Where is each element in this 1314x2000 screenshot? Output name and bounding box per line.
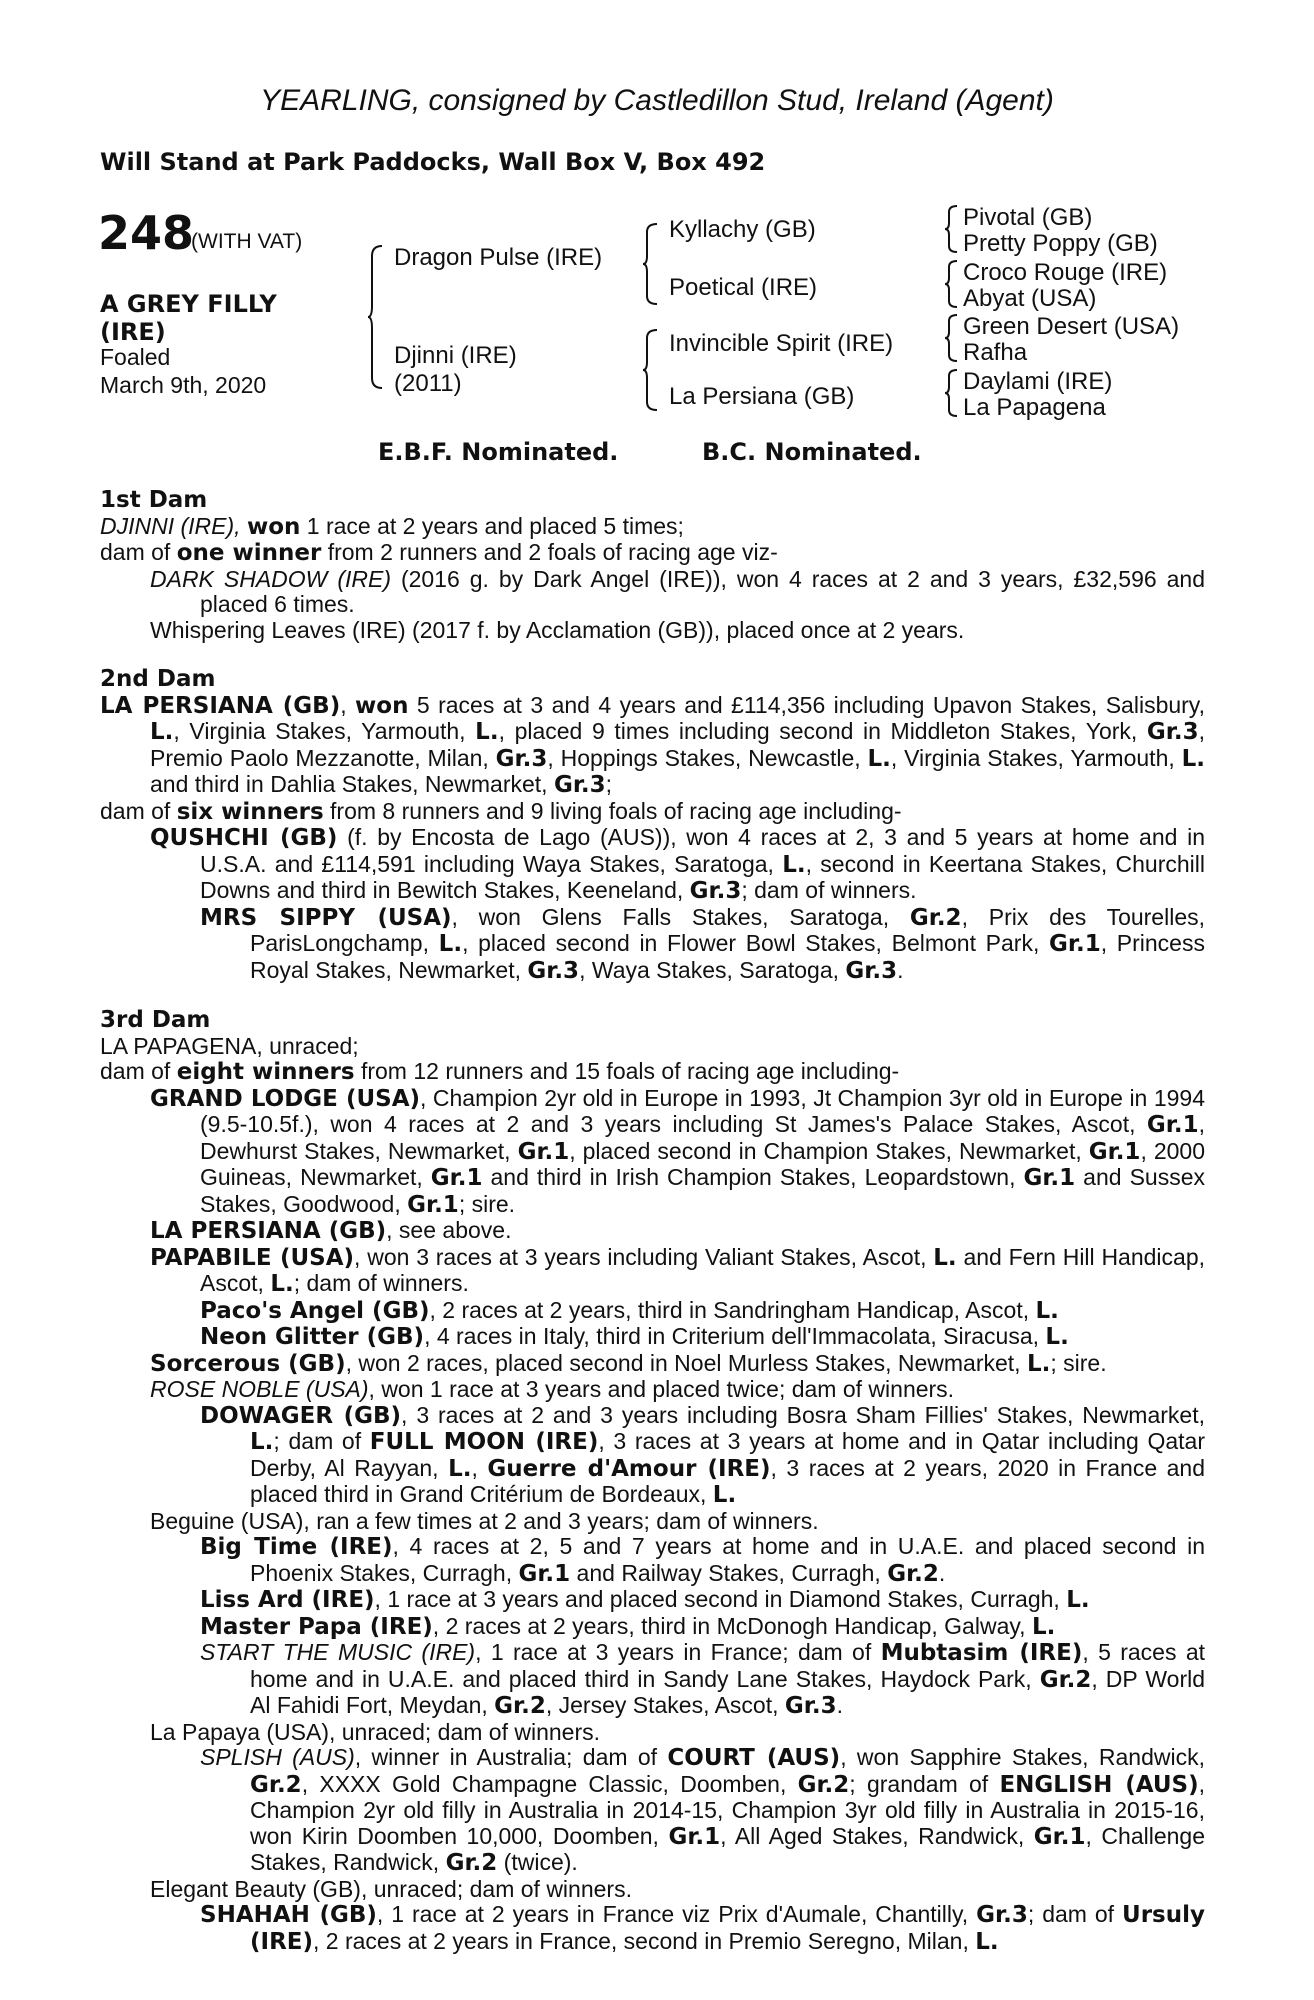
- bold-text: L.: [1045, 1324, 1069, 1350]
- text-segment: , Virginia Stakes, Yarmouth,: [890, 744, 1182, 771]
- bold-text: Gr.2: [797, 1771, 850, 1798]
- bold-text: L.: [1181, 745, 1205, 772]
- first-dam-foal-2: Whispering Leaves (IRE) (2017 f. by Acclamation (GB)), placed once at 2 years.: [150, 616, 965, 643]
- text-segment: from 12 runners and 15 foals of racing age including-: [354, 1058, 900, 1084]
- text-segment: , 3 races at 2 years, 2020 in France and placed third in Grand Critérium de Bordeaux,: [250, 1454, 1206, 1507]
- text-segment: , 2 races at 2 years, third in Sandringham Handicap, Ascot,: [429, 1296, 1036, 1323]
- text-segment: , won Sapphire Stakes, Randwick,: [840, 1744, 1205, 1770]
- bold-text: L.: [438, 931, 463, 957]
- bold-text: DOWAGER (GB): [200, 1402, 402, 1429]
- bold-text: L.: [933, 1244, 957, 1271]
- bold-text: Paco's Angel (GB): [200, 1297, 430, 1324]
- bold-text: L.: [782, 851, 806, 878]
- entry-grand-lodge: [100, 1086, 1205, 1219]
- second-dam-dam-of: [100, 799, 1205, 826]
- bold-text: six winners: [176, 798, 324, 825]
- bold-text: Gr.2: [909, 904, 962, 931]
- text-segment: , Hoppings Stakes, Newcastle,: [547, 744, 868, 771]
- bold-text: won: [355, 692, 409, 719]
- bold-text: LA PERSIANA (GB): [150, 1218, 387, 1244]
- bold-text: Gr.2: [250, 1771, 302, 1798]
- pedigree-g4: Abyat (USA): [963, 285, 1097, 312]
- dam-of-label: dam of: [100, 539, 177, 565]
- entry-neon-glitter: [100, 1324, 1205, 1351]
- first-dam-record: 1 race at 2 years and placed 5 times;: [300, 512, 684, 539]
- text-segment: ; dam of winners.: [741, 877, 917, 903]
- text-segment: and Sussex Stakes, Goodwood,: [200, 1164, 1205, 1217]
- bold-text: L.: [270, 1271, 294, 1297]
- text-segment: ,: [471, 1454, 488, 1481]
- pedigree-brace-g3: [945, 313, 959, 363]
- bold-text: Gr.2: [887, 1560, 939, 1587]
- bold-text: Mubtasim (IRE): [880, 1640, 1083, 1666]
- bold-text: L.: [475, 719, 499, 745]
- italic-text: ROSE NOBLE (USA): [150, 1376, 369, 1402]
- second-dam-main: [100, 693, 1205, 799]
- vat-label: (WITH VAT): [191, 230, 303, 253]
- bold-text: L.: [1066, 1587, 1090, 1613]
- text-segment: , 4 races in Italy, third in Criterium dell'Immacolata, Siracusa,: [424, 1323, 1046, 1349]
- bold-text: eight winners: [176, 1059, 355, 1085]
- bold-text: COURT (AUS): [667, 1745, 841, 1771]
- text-segment: , placed 9 times including second in Middleton Stakes, York,: [498, 718, 1147, 744]
- text-segment: , won 1 race at 3 years and placed twice; dam of winners.: [368, 1376, 955, 1402]
- text-segment: from 8 runners and 9 living foals of racing age including-: [323, 797, 902, 824]
- first-dam-line2: [100, 540, 1205, 567]
- bold-text: FULL MOON (IRE): [369, 1429, 599, 1455]
- bold-text: Gr.1: [1049, 931, 1101, 957]
- bold-text: Gr.1: [517, 1138, 570, 1165]
- bold-text: Gr.2: [445, 1850, 498, 1876]
- bold-text: L.: [1035, 1297, 1059, 1324]
- entry-rose-noble: [100, 1377, 1205, 1403]
- text-segment: , Challenge Stakes, Randwick,: [250, 1822, 1205, 1875]
- bold-text: L.: [1026, 1350, 1051, 1377]
- bold-text: L.: [448, 1455, 472, 1482]
- text-segment: (f. by Encosta de Lago (AUS)), won 4 races at 2, 3 and 5 years at home and in U.S.A. and £114,591 including Waya Stakes, Saratoga,: [200, 824, 1205, 877]
- pedigree-sire-sire: Kyllachy (GB): [669, 216, 816, 243]
- text-segment: , see above.: [386, 1217, 512, 1243]
- text-segment: .: [836, 1692, 843, 1718]
- pedigree-sire-dam: Poetical (IRE): [669, 274, 818, 301]
- runners-text: from 2 runners and 2 foals of racing age viz-: [321, 539, 778, 565]
- text-segment: , won Glens Falls Stakes, Saratoga,: [451, 903, 910, 930]
- text-segment: and Railway Stakes, Curragh,: [570, 1559, 888, 1586]
- entry-mrs-sippy: [100, 905, 1205, 985]
- bold-text: Gr.1: [1088, 1138, 1141, 1165]
- text-segment: ; grandam of: [849, 1770, 1000, 1797]
- text-segment: ; sire.: [1050, 1349, 1107, 1376]
- entry-elegant-beauty: Elegant Beauty (GB), unraced; dam of winners.: [150, 1875, 632, 1902]
- text-segment: , XXXX Gold Champagne Classic, Doomben,: [301, 1770, 798, 1797]
- pedigree-g5: Green Desert (USA): [963, 313, 1180, 340]
- entry-start-the-music: [100, 1640, 1205, 1720]
- bold-text: QUSHCHI (GB): [150, 825, 338, 851]
- first-dam-foal-1: [100, 567, 1205, 618]
- text-segment: ; dam of: [1027, 1901, 1123, 1927]
- foaled-date: March 9th, 2020: [100, 372, 267, 398]
- text-segment: , Champion 2yr old filly in Australia in 2014-15, Champion 3yr old filly in Australia in 2015-16, won Kirin Doomben 10,000, Doomben,: [250, 1770, 1205, 1849]
- text-segment: , 1 race at 3 years in France; dam of: [475, 1639, 881, 1665]
- bold-text: Gr.1: [407, 1191, 459, 1218]
- text-segment: (twice).: [497, 1849, 578, 1875]
- bold-text: Gr.3: [553, 772, 606, 798]
- text-segment: , 5 races at home and in U.A.E. and placed third in Sandy Lane Stakes, Haydock Park,: [250, 1639, 1206, 1692]
- entry-pacos-angel: [100, 1298, 1205, 1325]
- bold-text: Gr.3: [527, 957, 580, 984]
- bold-text: L.: [867, 745, 891, 772]
- text-segment: , 3 races at 2 and 3 years including Bosra Sham Fillies' Stakes, Newmarket,: [401, 1401, 1205, 1428]
- won-label: won: [246, 513, 301, 540]
- bold-text: Liss Ard (IRE): [200, 1587, 375, 1613]
- text-segment: , winner in Australia; dam of: [354, 1744, 668, 1770]
- first-dam-name: DJINNI (IRE),: [100, 512, 241, 539]
- italic-text: START THE MUSIC (IRE): [200, 1639, 476, 1665]
- text-segment: 5 races at 3 and 4 years and £114,356 including Upavon Stakes, Salisbury,: [408, 691, 1205, 718]
- text-segment: , placed second in Champion Stakes, Newmarket,: [569, 1137, 1089, 1164]
- pedigree-brace-g1: [945, 204, 959, 254]
- text-segment: , won 2 races, placed second in Noel Murless Stakes, Newmarket,: [345, 1349, 1027, 1376]
- bold-text: L.: [150, 719, 174, 745]
- bold-text: Gr.1: [668, 1823, 721, 1850]
- text-segment: , Premio Paolo Mezzanotte, Milan,: [150, 718, 1205, 771]
- pedigree-g1: Pivotal (GB): [963, 204, 1093, 231]
- pedigree-brace-main: [368, 244, 384, 390]
- bold-text: Gr.3: [689, 878, 742, 904]
- bold-text: Gr.3: [976, 1902, 1028, 1928]
- pedigree-brace-g2: [945, 259, 959, 309]
- entry-qushchi: [100, 825, 1205, 905]
- consignment-line: YEARLING, consigned by Castledillon Stud, Ireland (Agent): [260, 84, 1054, 117]
- stand-location: Will Stand at Park Paddocks, Wall Box V, Box 492: [100, 148, 766, 176]
- entry-big-time: [100, 1534, 1205, 1587]
- text-segment: , Virginia Stakes, Yarmouth,: [173, 718, 476, 744]
- text-segment: , Jersey Stakes, Ascot,: [545, 1692, 785, 1718]
- text-segment: , 4 races at 2, 5 and 7 years at home and in U.A.E. and placed second in Phoenix Stakes, Curragh,: [250, 1533, 1205, 1586]
- entry-la-persiana: [100, 1218, 1205, 1245]
- bold-text: Gr.1: [518, 1560, 571, 1587]
- italic-text: SPLISH (AUS): [200, 1744, 355, 1770]
- first-dam-heading: 1st Dam: [100, 487, 208, 513]
- bold-text: Gr.1: [430, 1165, 483, 1191]
- bold-text: Gr.2: [494, 1693, 546, 1719]
- entry-papabile: [100, 1245, 1205, 1298]
- second-dam-heading: 2nd Dam: [100, 666, 216, 692]
- text-segment: , placed second in Flower Bowl Stakes, Belmont Park,: [462, 930, 1050, 956]
- bold-text: PAPABILE (USA): [150, 1244, 355, 1271]
- bold-text: Master Papa (IRE): [200, 1613, 433, 1640]
- bold-text: Neon Glitter (GB): [200, 1324, 425, 1350]
- text-segment: , 2000 Guineas, Newmarket,: [200, 1137, 1205, 1190]
- text-segment: and third in Dahlia Stakes, Newmarket,: [150, 771, 554, 797]
- section-gap: [100, 643, 1205, 667]
- bold-text: Gr.1: [1023, 1165, 1076, 1191]
- text-segment: ;: [605, 771, 613, 797]
- pedigree-dam-year: (2011): [394, 370, 462, 397]
- foal-record: (2016 g. by Dark Angel (IRE)), won 4 races at 2 and 3 years, £32,596 and placed 6 times.: [200, 565, 1205, 617]
- text-segment: , Waya Stakes, Saratoga,: [579, 956, 846, 983]
- entry-splish: [100, 1745, 1205, 1877]
- bold-text: Gr.3: [784, 1693, 837, 1719]
- text-segment: ,: [340, 691, 356, 718]
- text-segment: , Prix des Tourelles, ParisLongchamp,: [250, 903, 1206, 956]
- third-dam-line1: LA PAPAGENA, unraced;: [100, 1032, 359, 1059]
- bold-text: SHAHAH (GB): [200, 1902, 377, 1928]
- bold-text: Gr.3: [1146, 719, 1199, 745]
- bold-text: Gr.1: [1033, 1823, 1086, 1850]
- pedigree-g3: Croco Rouge (IRE): [963, 259, 1168, 286]
- foaled-label: Foaled: [100, 344, 171, 370]
- entry-liss-ard: [100, 1587, 1205, 1614]
- pedigree-g2: Pretty Poppy (GB): [963, 230, 1158, 257]
- winners-count: one winner: [176, 540, 322, 566]
- pedigree-sire: Dragon Pulse (IRE): [394, 244, 603, 271]
- foal-name: DARK SHADOW (IRE): [150, 565, 391, 592]
- pedigree-brace-g4: [945, 368, 959, 418]
- text-segment: and Fern Hill Handicap, Ascot,: [200, 1243, 1206, 1296]
- text-segment: , 2 races at 2 years in France, second in Premio Seregno, Milan,: [313, 1927, 976, 1954]
- pedigree-g7: Daylami (IRE): [963, 368, 1113, 395]
- pedigree-dam-dam: La Persiana (GB): [669, 383, 855, 410]
- text-segment: , second in Keertana Stakes, Churchill Downs and third in Bewitch Stakes, Keeneland,: [200, 850, 1205, 903]
- pedigree-brace-sire: [643, 222, 659, 306]
- bold-text: L.: [712, 1482, 737, 1508]
- section-gap: [100, 984, 1205, 1008]
- bold-text: Sorcerous (GB): [150, 1350, 346, 1377]
- pedigree-dam: Djinni (IRE): [394, 342, 517, 369]
- bold-text: L.: [975, 1928, 999, 1955]
- bold-text: GRAND LODGE (USA): [150, 1085, 421, 1112]
- bold-text: Gr.2: [1039, 1666, 1092, 1693]
- text-segment: , 1 race at 3 years and placed second in Diamond Stakes, Curragh,: [374, 1586, 1067, 1612]
- text-segment: dam of: [100, 1058, 177, 1084]
- pedigree-notes: [100, 488, 1205, 1955]
- lot-number: 248: [98, 206, 195, 260]
- entry-sorcerous: [100, 1351, 1205, 1378]
- text-segment: , Dewhurst Stakes, Newmarket,: [200, 1111, 1205, 1164]
- bold-text: L.: [1031, 1613, 1056, 1640]
- pedigree-dam-sire: Invincible Spirit (IRE): [669, 330, 894, 357]
- text-segment: ; sire.: [458, 1190, 516, 1217]
- text-segment: , Princess Royal Stakes, Newmarket,: [250, 930, 1205, 983]
- bold-text: MRS SIPPY (USA): [200, 904, 452, 931]
- text-segment: , Champion 2yr old in Europe in 1993, Jt Champion 3yr old in Europe in 1994 (9.5-10.5f.), won 4 races at 2 and 3 years including St James's Palace Stakes, Ascot,: [200, 1084, 1205, 1137]
- bold-text: Gr.3: [845, 957, 898, 984]
- horse-description: [100, 290, 277, 346]
- entry-dowager: [100, 1403, 1205, 1509]
- pedigree-brace-dam: [643, 328, 659, 412]
- text-segment: dam of: [100, 797, 177, 824]
- text-segment: and third in Irish Champion Stakes, Leopardstown,: [482, 1164, 1024, 1190]
- text-segment: ; dam of winners.: [293, 1270, 469, 1296]
- bold-text: Gr.1: [1146, 1112, 1199, 1138]
- horse-description-line1: A GREY FILLY: [100, 290, 277, 318]
- entry-shahah: [100, 1902, 1205, 1955]
- bold-text: Gr.3: [495, 745, 548, 772]
- bold-text: Big Time (IRE): [200, 1534, 393, 1560]
- bold-text: L.: [250, 1429, 274, 1455]
- bc-nomination: B.C. Nominated.: [702, 438, 922, 466]
- text-segment: , All Aged Stakes, Randwick,: [720, 1822, 1034, 1849]
- text-segment: ; dam of: [273, 1428, 370, 1454]
- text-segment: .: [938, 1559, 946, 1586]
- text-segment: , 3 races at 3 years at home and in Qatar including Qatar Derby, Al Rayyan,: [250, 1428, 1205, 1481]
- bold-text: Ursuly (IRE): [250, 1902, 1205, 1955]
- third-dam-dam-of: [100, 1059, 1205, 1086]
- text-segment: , DP World Al Fahidi Fort, Meydan,: [250, 1665, 1206, 1718]
- pedigree-g6: Rafha: [963, 339, 1028, 366]
- horse-description-line2: (IRE): [100, 318, 166, 346]
- third-dam-heading: 3rd Dam: [100, 1007, 211, 1033]
- entry-master-papa: [100, 1614, 1205, 1641]
- first-dam-line1: [100, 514, 1205, 541]
- text-segment: , 2 races at 2 years, third in McDonogh Handicap, Galway,: [432, 1612, 1032, 1639]
- pedigree-g8: La Papagena: [963, 394, 1106, 421]
- entry-beguine: Beguine (USA), ran a few times at 2 and 3 years; dam of winners.: [150, 1507, 819, 1534]
- bold-text: Guerre d'Amour (IRE): [487, 1455, 771, 1482]
- entry-la-papaya: La Papaya (USA), unraced; dam of winners.: [150, 1718, 601, 1745]
- text-segment: , won 3 races at 3 years including Valiant Stakes, Ascot,: [354, 1243, 934, 1270]
- ebf-nomination: E.B.F. Nominated.: [378, 438, 619, 466]
- text-segment: .: [897, 956, 904, 983]
- text-segment: , 1 race at 2 years in France viz Prix d'Aumale, Chantilly,: [376, 1901, 977, 1927]
- bold-text: ENGLISH (AUS): [999, 1771, 1199, 1798]
- bold-text: LA PERSIANA (GB): [100, 692, 341, 719]
